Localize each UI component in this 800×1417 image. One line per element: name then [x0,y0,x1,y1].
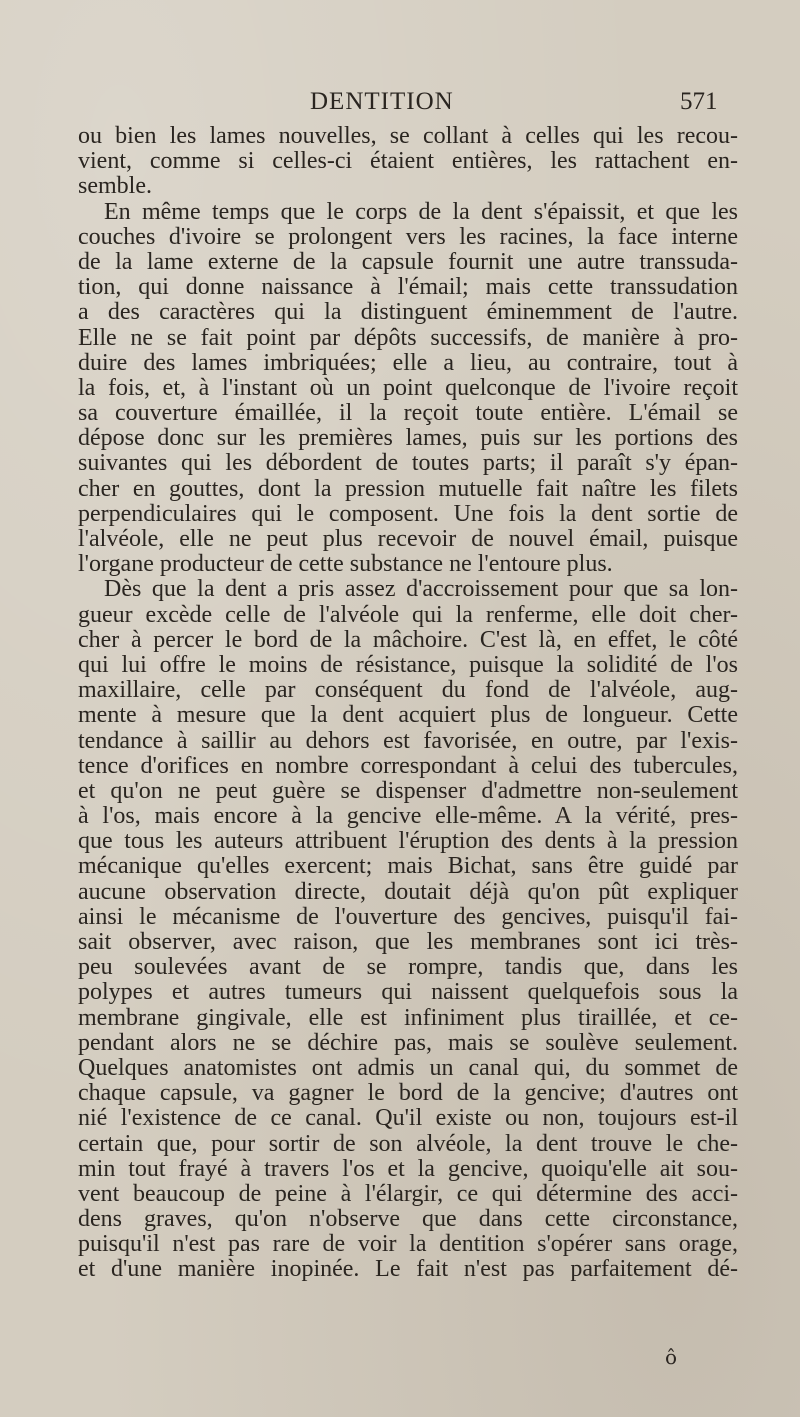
text-line: polypes et autres tumeurs qui naissent quelquefois sous la [78,980,738,1006]
text-line: certain que, pour sortir de son alvéole, la dent trouve le che- [78,1131,738,1157]
running-head [0,88,800,124]
text-line: l'alvéole, elle ne peut plus recevoir de nouvel émail, puisque [78,527,738,552]
body-text [78,124,738,1283]
text-line: tion, qui donne naissance à l'émail; mais cette transsudation [78,275,738,301]
text-line: nié l'existence de ce canal. Qu'il existe ou non, toujours est-il [78,1106,738,1132]
text-line: que tous les auteurs attribuent l'éruption des dents à la pression [78,829,738,855]
text-line: gueur excède celle de l'alvéole qui la renferme, elle doit cher- [78,602,738,628]
text-line: mécanique qu'elles exercent; mais Bichat, sans être guidé par [78,854,738,880]
text-line: suivantes qui les débordent de toutes parts; il paraît s'y épan- [78,451,738,477]
text-line: duire des lames imbriquées; elle a lieu, au contraire, tout à [78,350,738,376]
text-line: membrane gingivale, elle est infiniment plus tiraillée, et ce- [78,1005,738,1031]
text-line: ou bien les lames nouvelles, se collant à celles qui les recou- [78,124,738,149]
running-head-title: DENTITION [310,88,454,115]
text-line: min tout frayé à travers l'os et la gencive, quoiqu'elle ait sou- [78,1156,738,1182]
text-line: En même temps que le corps de la dent s'épaissit, et que les [104,199,738,225]
text-line: chaque capsule, va gagner le bord de la gencive; d'autres ont [78,1081,738,1107]
text-line: dens graves, qu'on n'observe que dans cette circonstance, [78,1207,738,1233]
text-line: vent beaucoup de peine à l'élargir, ce qui détermine des acci- [78,1181,738,1207]
text-line: et qu'on ne peut guère se dispenser d'admettre non-seulement [78,778,738,804]
text-line: Dès que la dent a pris assez d'accroissement pour que sa lon- [104,577,738,603]
text-line: perpendiculaires qui le composent. Une fois la dent sortie de [78,501,738,527]
text-line: la fois, et, à l'instant où un point quelconque de l'ivoire reçoit [78,375,738,401]
text-line: l'organe producteur de cette substance ne l'entoure plus. [78,552,613,578]
text-line: vient, comme si celles-ci étaient entières, les rattachent en- [78,149,738,175]
text-line: sait observer, avec raison, que les membranes sont ici très- [78,930,738,955]
text-line: Quelques anatomistes ont admis un canal qui, du sommet de [78,1055,738,1081]
text-line: couches d'ivoire se prolongent vers les racines, la face interne [78,224,738,250]
signature-mark: ô [665,1345,678,1369]
text-line: semble. [78,174,152,200]
text-line: mente à mesure que la dent acquiert plus de longueur. Cette [78,703,738,729]
text-line: à l'os, mais encore à la gencive elle-même. A la vérité, pres- [78,804,738,830]
text-line: puisqu'il n'est pas rare de voir la dentition s'opérer sans orage, [78,1232,738,1258]
text-line: sa couverture émaillée, il la reçoit toute entière. L'émail se [78,401,738,427]
text-line: peu soulevées avant de se rompre, tandis que, dans les [78,955,738,981]
text-line: ainsi le mécanisme de l'ouverture des gencives, puisqu'il fai- [78,904,738,930]
text-line: tence d'orifices en nombre correspondant à celui des tubercules, [78,753,738,779]
text-line: maxillaire, celle par conséquent du fond de l'alvéole, aug- [78,678,738,704]
text-line: tendance à saillir au dehors est favorisée, en outre, par l'exis- [78,728,738,754]
text-line: et d'une manière inopinée. Le fait n'est pas parfaitement dé- [78,1257,738,1283]
text-line: dépose donc sur les premières lames, puis sur les portions des [78,426,738,452]
text-line: aucune observation directe, doutait déjà qu'on pût expliquer [78,879,738,905]
text-line: de la lame externe de la capsule fournit une autre transsuda- [78,249,738,275]
page-number: 571 [680,88,718,115]
text-line: qui lui offre le moins de résistance, puisque la solidité de l'os [78,652,738,678]
text-line: cher en gouttes, dont la pression mutuelle fait naître les filets [78,476,738,502]
text-line: cher à percer le bord de la mâchoire. C'est là, en effet, le côté [78,627,738,653]
text-line: Elle ne se fait point par dépôts successifs, de manière à pro- [78,325,738,351]
text-line: a des caractères qui la distinguent éminemment de l'autre. [78,300,738,326]
text-line: pendant alors ne se déchire pas, mais se soulève seulement. [78,1030,738,1056]
